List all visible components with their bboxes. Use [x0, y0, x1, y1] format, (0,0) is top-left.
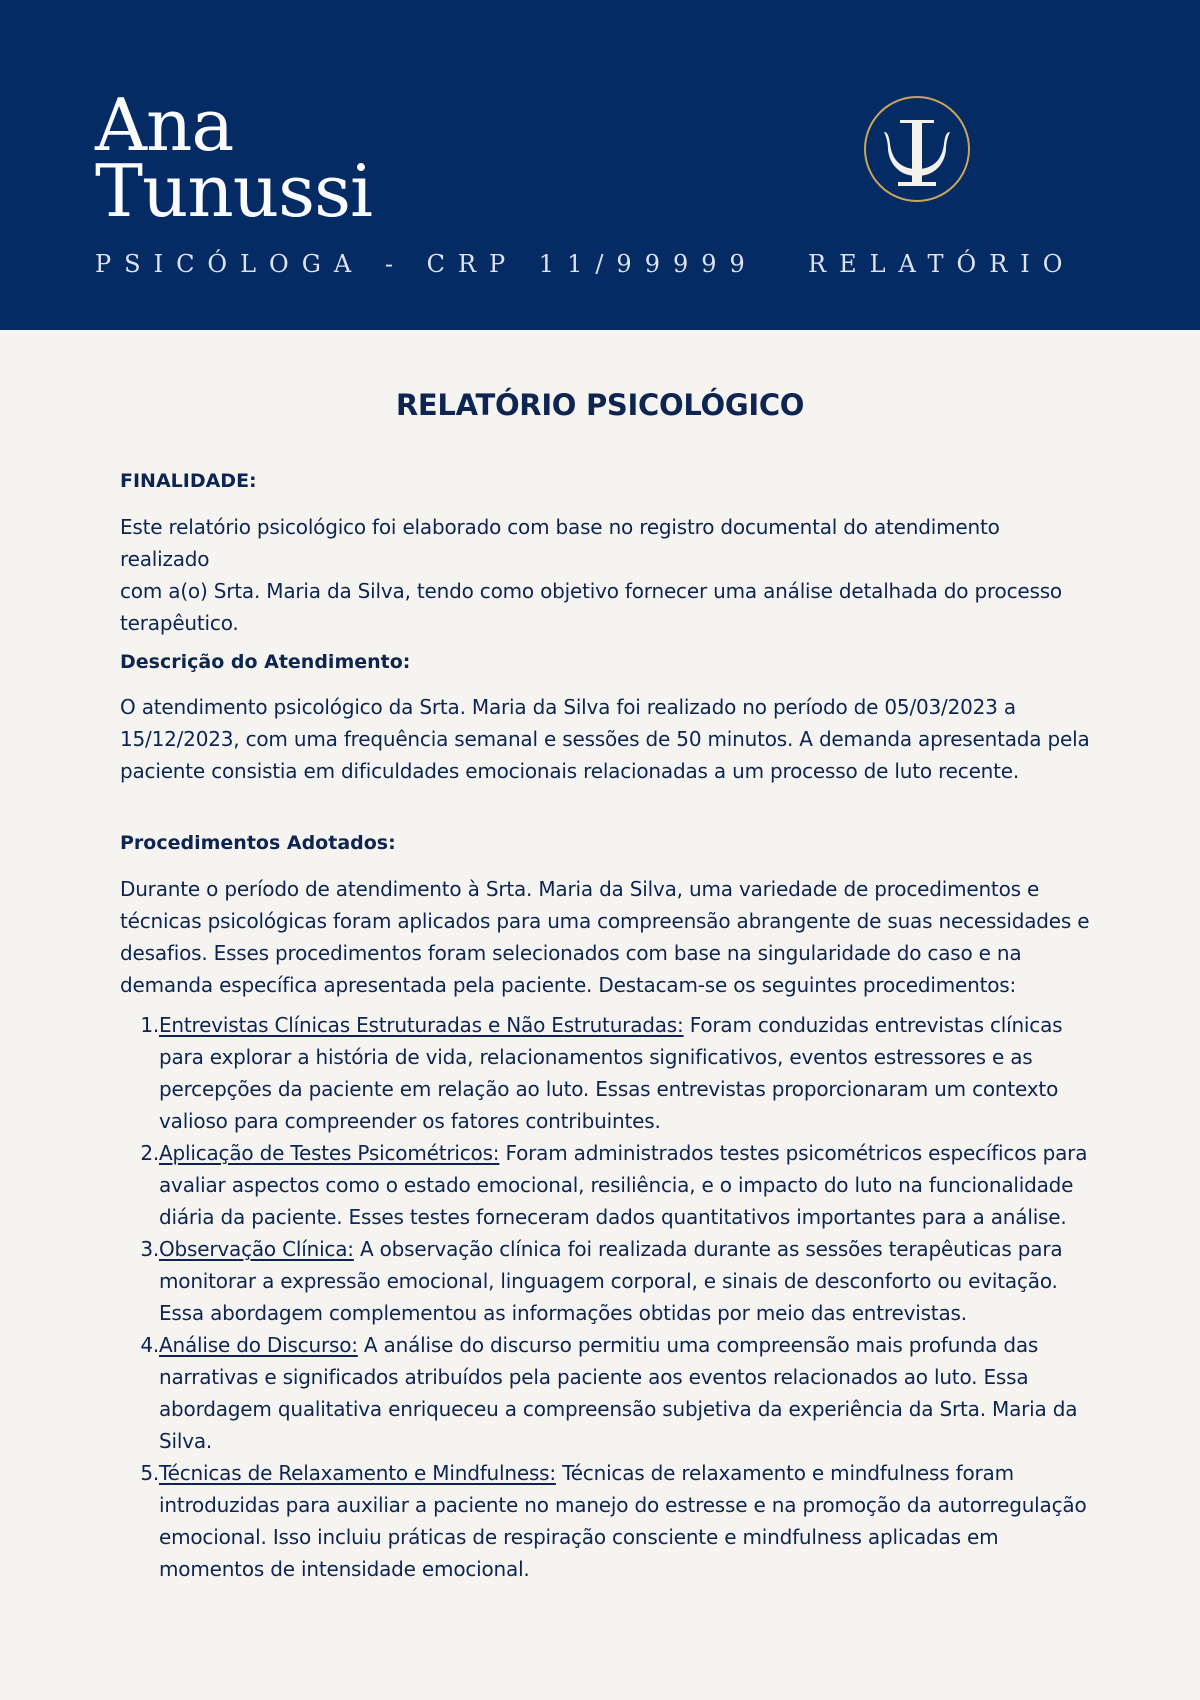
list-item: [120, 1137, 1090, 1233]
psychologist-name: [95, 83, 373, 233]
finalidade-line: terapêutico.: [120, 611, 239, 635]
item-text: A observação clínica foi realizada durante as sessões terapêuticas para: [353, 1237, 1063, 1261]
item-line: valioso para compreender os fatores contribuintes.: [159, 1109, 661, 1133]
descricao-heading: Descrição do Atendimento:: [120, 651, 411, 673]
header-banner: [0, 0, 1200, 330]
descricao-section: [120, 651, 1090, 787]
finalidade-heading: FINALIDADE:: [120, 470, 257, 492]
item-number: 4.: [140, 1333, 159, 1357]
item-text: Técnicas de relaxamento e mindfulness foram: [555, 1461, 1014, 1485]
item-line: Silva.: [159, 1429, 213, 1453]
item-line: avaliar aspectos como o estado emocional, resiliência, e o impacto do luto na funcionalidade: [159, 1173, 1074, 1197]
procedimentos-section: [120, 832, 1090, 1585]
item-line: monitorar a expressão emocional, linguagem corporal, e sinais de desconforto ou evitação.: [159, 1269, 1058, 1293]
item-number: 2.: [140, 1141, 159, 1165]
item-line: abordagem qualitativa enriqueceu a compreensão subjetiva da experiência da Srta. Maria da: [159, 1397, 1078, 1421]
procedures-list: [120, 1009, 1090, 1585]
item-label: Análise do Discurso:: [159, 1333, 358, 1357]
item-line: momentos de intensidade emocional.: [159, 1557, 530, 1581]
procedimentos-line: demanda específica apresentada pela paciente. Destacam-se os seguintes procedimentos:: [120, 973, 1017, 997]
list-item: [120, 1233, 1090, 1329]
descricao-line: 15/12/2023, com uma frequência semanal e sessões de 50 minutos. A demanda apresentada pela: [120, 727, 1090, 751]
item-number: 5.: [140, 1461, 159, 1485]
item-text: Foram conduzidas entrevistas clínicas: [683, 1013, 1063, 1037]
item-line: emocional. Isso incluiu práticas de respiração consciente e mindfulness aplicadas em: [159, 1525, 999, 1549]
procedimentos-line: técnicas psicológicas foram aplicados para uma compreensão abrangente de suas necessidades e: [120, 909, 1090, 933]
item-label: Técnicas de Relaxamento e Mindfulness:: [159, 1461, 556, 1485]
list-item: [120, 1009, 1090, 1137]
item-line: para explorar a história de vida, relacionamentos significativos, eventos estressores e as: [159, 1045, 1033, 1069]
item-number: 1.: [140, 1013, 159, 1037]
descricao-line: O atendimento psicológico da Srta. Maria da Silva foi realizado no período de 05/03/2023 a: [120, 695, 1016, 719]
procedimentos-line: desafios. Esses procedimentos foram selecionados com base na singularidade do caso e na: [120, 941, 1022, 965]
item-line: narrativas e significados atribuídos pela paciente aos eventos relacionados ao luto. Essa: [159, 1365, 1029, 1389]
item-line: Essa abordagem complementou as informações obtidas por meio das entrevistas.: [159, 1301, 967, 1325]
document-title: RELATÓRIO PSICOLÓGICO: [395, 388, 805, 422]
item-line: diária da paciente. Esses testes forneceram dados quantitativos importantes para a análise.: [159, 1205, 1067, 1229]
finalidade-line: com a(o) Srta. Maria da Silva, tendo como objetivo fornecer uma análise detalhada do processo: [120, 579, 1062, 603]
item-number: 3.: [140, 1237, 159, 1261]
procedimentos-heading: Procedimentos Adotados:: [120, 832, 396, 854]
name-last: Tunussi: [95, 149, 373, 233]
item-label: Observação Clínica:: [159, 1237, 354, 1261]
item-text: A análise do discurso permitiu uma compreensão mais profunda das: [357, 1333, 1039, 1357]
list-item: [120, 1329, 1090, 1457]
psi-icon: [862, 94, 972, 204]
item-line: introduzidas para auxiliar a paciente no manejo do estresse e na promoção da autorregulação: [159, 1493, 1087, 1517]
list-item: [120, 1457, 1090, 1585]
finalidade-section: [120, 470, 1090, 639]
item-line: percepções da paciente em relação ao luto. Essas entrevistas proporcionaram um contexto: [159, 1077, 1059, 1101]
descricao-line: paciente consistia em dificuldades emocionais relacionadas a um processo de luto recente.: [120, 759, 1020, 783]
procedimentos-line: Durante o período de atendimento à Srta. Maria da Silva, uma variedade de procedimentos e: [120, 877, 1040, 901]
item-text: Foram administrados testes psicométricos específicos para: [499, 1141, 1088, 1165]
finalidade-line: Este relatório psicológico foi elaborado com base no registro documental do atendimento realizado: [120, 515, 1000, 571]
name-first: Ana: [95, 83, 234, 167]
item-label: Aplicação de Testes Psicométricos:: [159, 1141, 500, 1165]
item-label: Entrevistas Clínicas Estruturadas e Não Estruturadas:: [159, 1013, 684, 1037]
profession-subtitle: PSICÓLOGA - CRP 11/99999: [95, 250, 758, 278]
report-label: RELATÓRIO: [808, 250, 1076, 278]
